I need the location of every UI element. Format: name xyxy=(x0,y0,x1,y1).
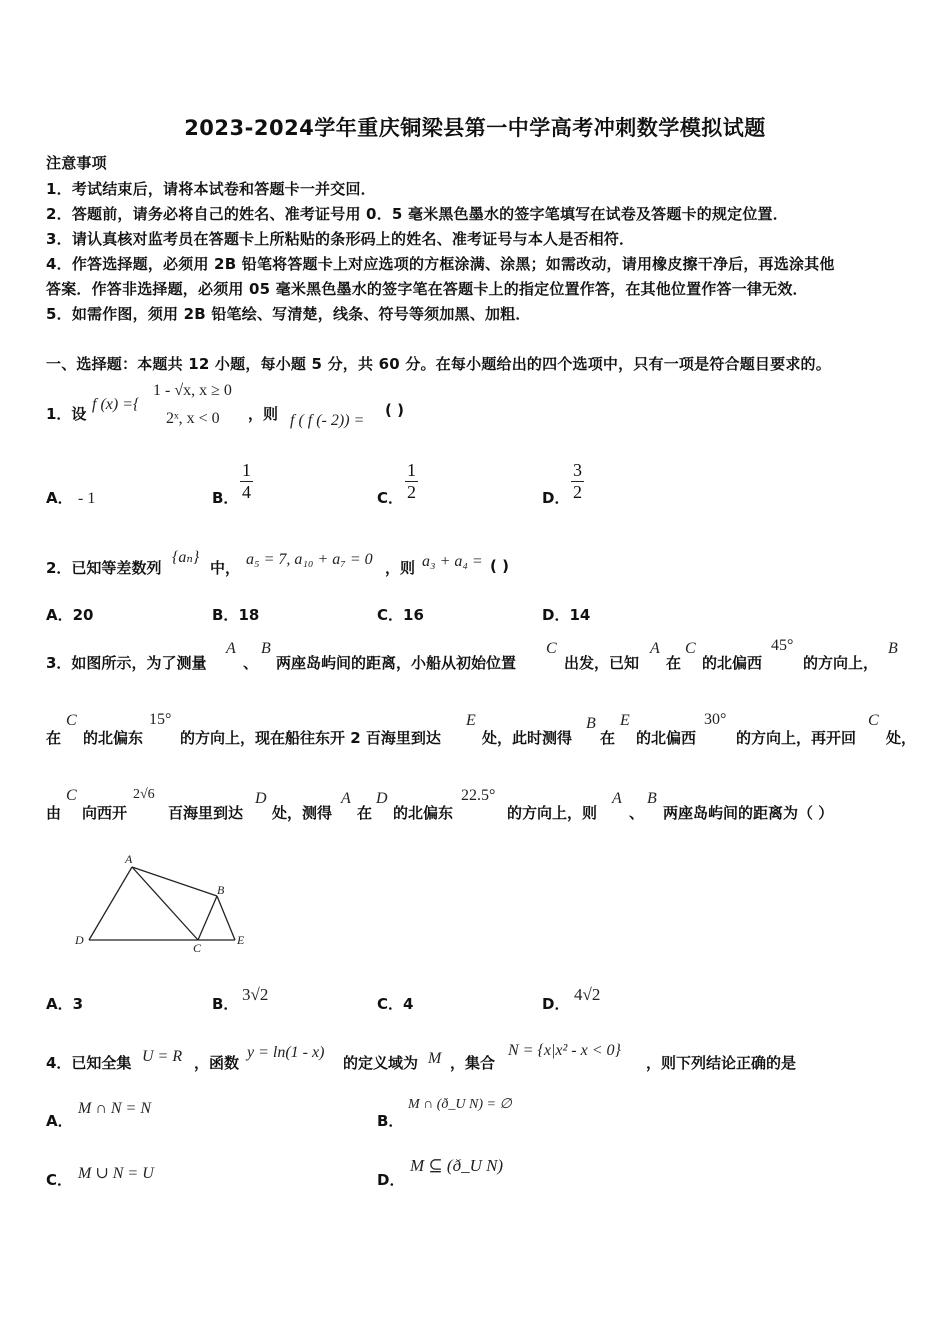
q3-figure xyxy=(70,850,260,960)
q3-var: C xyxy=(66,712,77,729)
option-label: C． xyxy=(377,995,404,1013)
notice-item: 5．如需作图，须用 2B 铅笔绘、写清楚，线条、符号等须加黑、加粗． xyxy=(46,305,531,323)
q3-text: 的北偏西 xyxy=(636,729,697,747)
page-title: 2023-2024学年重庆铜梁县第一中学高考冲刺数学模拟试题 xyxy=(184,116,766,140)
fraction-numerator: 1 xyxy=(407,460,416,480)
q3-text: 的北偏东 xyxy=(83,729,144,747)
q4-option-c-label: C． xyxy=(46,1171,73,1189)
q3-var: A xyxy=(341,790,351,807)
q4-set-n: N = {x|x² - x < 0} xyxy=(508,1042,621,1059)
q3-text: 两座岛屿间的距离为（ ） xyxy=(663,804,834,822)
q3-text: 的北偏西 xyxy=(702,654,763,672)
q4-option-b-label: B． xyxy=(377,1112,404,1130)
option-label: D． xyxy=(542,606,570,624)
q3-var: E xyxy=(620,712,630,729)
notice-heading: 注意事项 xyxy=(46,154,107,172)
q1-option-d-label: D． xyxy=(542,489,570,507)
notice-item: 3．请认真核对监考员在答题卡上所粘贴的条形码上的姓名、准考证号与本人是否相符． xyxy=(46,230,635,248)
q2-then: ，则 xyxy=(385,559,416,577)
point-label-b: B xyxy=(217,883,225,897)
q4-option-a-label: A． xyxy=(46,1112,73,1130)
q3-text: 在 xyxy=(666,654,682,672)
q2-prefix: 2．已知等差数列 xyxy=(46,559,162,577)
line-bc xyxy=(198,896,217,940)
option-value: 18 xyxy=(238,606,260,624)
q3-text: 两座岛屿间的距离，小船从初始位置 xyxy=(276,654,517,672)
option-value: 4 xyxy=(403,995,414,1013)
fraction-denominator: 2 xyxy=(407,482,416,502)
point-label-e: E xyxy=(237,933,245,947)
q3-text: 百海里到达 xyxy=(168,804,244,822)
notice-item: 1．考试结束后，请将本试卷和答题卡一并交回． xyxy=(46,180,376,198)
q2-option-d xyxy=(542,604,590,625)
q3-var: B xyxy=(647,790,657,807)
q3-text: 处，此时测得 xyxy=(482,729,573,747)
q2-mid: 中， xyxy=(210,559,241,577)
option-label: A． xyxy=(46,995,73,1013)
q4-mid3: ，集合 xyxy=(450,1054,496,1072)
option-value: 16 xyxy=(403,606,424,624)
q3-text: 出发，已知 xyxy=(564,654,640,672)
notice-item: 4．作答选择题，必须用 2B 铅笔将答题卡上对应选项的方框涂满、涂黑；如需改动，请用橡皮擦干净后，再选涂其他 xyxy=(46,255,835,273)
q3-text: 在 xyxy=(357,804,373,822)
q1-fx: f (x) ={ xyxy=(92,396,140,413)
q3-distance: 2√6 xyxy=(133,787,155,802)
point-label-d: D xyxy=(75,933,84,947)
q3-var: B xyxy=(586,715,596,732)
line-da xyxy=(89,867,132,940)
q3-var: C xyxy=(546,640,557,657)
fraction-denominator: 4 xyxy=(242,482,251,502)
q3-angle: 30° xyxy=(704,711,727,728)
q3-var: A xyxy=(650,640,660,657)
q1-case1: 1 - √x, x ≥ 0 xyxy=(153,382,232,399)
option-label: B． xyxy=(212,606,239,624)
q3-text: 由 xyxy=(46,804,62,822)
q3-option-d-value: 4√2 xyxy=(574,985,601,1004)
q3-angle: 15° xyxy=(149,711,172,728)
option-value: 14 xyxy=(569,606,591,624)
fraction-denominator: 2 xyxy=(573,482,582,502)
q3-text: 3．如图所示，为了测量 xyxy=(46,654,207,672)
q3-text: 的方向上，现在船往东开 2 百海里到达 xyxy=(180,729,441,747)
q4-mid1: ，函数 xyxy=(194,1054,240,1072)
q4-option-d-label: D． xyxy=(377,1171,405,1189)
q1-case2: 2ˣ, x < 0 xyxy=(166,410,220,427)
q4-prefix: 4．已知全集 xyxy=(46,1054,132,1072)
q2-sequence: {aₙ} xyxy=(172,549,200,566)
point-label-c: C xyxy=(193,941,202,955)
option-label: A． xyxy=(46,606,73,624)
q1-option-d-fraction xyxy=(571,460,584,503)
q3-text: 向西开 xyxy=(82,804,128,822)
q3-var: B xyxy=(261,640,271,657)
section-heading: 一、选择题：本题共 12 小题，每小题 5 分，共 60 分。在每小题给出的四个选项中，只有一项是符合题目要求的。 xyxy=(46,355,831,373)
option-value: 20 xyxy=(72,606,94,624)
q2-condition: a₅ = 7, a₁₀ + a₇ = 0 xyxy=(246,551,373,568)
q3-option-a xyxy=(46,993,83,1014)
q3-text: 、 xyxy=(629,804,645,822)
q4-option-a-value: M ∩ N = N xyxy=(78,1100,152,1117)
fraction-numerator: 1 xyxy=(242,460,251,480)
q3-var: D xyxy=(255,790,267,807)
fraction-numerator: 3 xyxy=(573,460,582,480)
q3-text: 在 xyxy=(46,729,62,747)
q1-option-c-label: C． xyxy=(377,489,404,507)
q3-var: C xyxy=(868,712,879,729)
option-label: C． xyxy=(377,606,404,624)
q3-var: B xyxy=(888,640,898,657)
q3-option-d-label: D． xyxy=(542,995,570,1013)
q4-option-c-value: M ∪ N = U xyxy=(78,1165,154,1182)
q3-option-b-label: B． xyxy=(212,995,239,1013)
q3-angle: 45° xyxy=(771,637,794,654)
q1-paren: ( ) xyxy=(385,401,404,419)
q4-option-d-value: M ⊆ (ð_U N) xyxy=(410,1156,504,1175)
q2-expr: a₃ + a₄ = xyxy=(422,553,483,570)
notice-item: 2．答题前，请务必将自己的姓名、准考证号用 0．5 毫米黑色墨水的签字笔填写在试卷及答题卡的规定位置． xyxy=(46,205,788,223)
q4-option-b-value: M ∩ (ð_U N) = ∅ xyxy=(408,1097,512,1112)
q4-tail: ，则下列结论正确的是 xyxy=(646,1054,797,1072)
q1-option-a-label: A． xyxy=(46,489,73,507)
q3-text: 、 xyxy=(243,654,259,672)
q3-option-c xyxy=(377,993,413,1014)
q4-universe: U = R xyxy=(142,1048,183,1065)
q1-prefix: 1．设 xyxy=(46,405,87,423)
q3-text: 的方向上，则 xyxy=(507,804,598,822)
q1-option-a-value: - 1 xyxy=(78,490,96,507)
line-be xyxy=(217,896,235,940)
q2-option-c xyxy=(377,604,424,625)
q3-var: A xyxy=(612,790,622,807)
q1-mid: ，则 xyxy=(248,405,279,423)
q3-text: 处， xyxy=(886,729,917,747)
q1-expr: f ( f (- 2)) = xyxy=(290,412,365,429)
q3-text: 在 xyxy=(600,729,616,747)
q3-var: A xyxy=(226,640,236,657)
q3-text: 处，测得 xyxy=(272,804,333,822)
q3-angle: 22.5° xyxy=(461,787,496,804)
q4-mid2: 的定义域为 xyxy=(343,1054,419,1072)
point-label-a: A xyxy=(125,852,133,866)
q4-function: y = ln(1 - x) xyxy=(247,1044,325,1061)
q2-paren: ( ) xyxy=(490,557,509,575)
q1-option-c-fraction xyxy=(405,460,418,503)
q1-option-b-fraction xyxy=(240,460,253,503)
q3-text: 的方向上， xyxy=(803,654,879,672)
q1-option-b-label: B． xyxy=(212,489,239,507)
notice-item: 答案．作答非选择题，必须用 05 毫米黑色墨水的签字笔在答题卡上的指定位置作答，在其他位置作答一律无效． xyxy=(46,280,808,298)
q3-text: 的北偏东 xyxy=(393,804,454,822)
q3-var: E xyxy=(466,712,476,729)
q3-var: D xyxy=(376,790,388,807)
q4-set-m: M xyxy=(428,1050,442,1067)
q2-option-a xyxy=(46,604,93,625)
q3-var: C xyxy=(66,787,77,804)
option-value: 3 xyxy=(72,995,84,1013)
q3-text: 的方向上，再开回 xyxy=(736,729,857,747)
q3-option-b-value: 3√2 xyxy=(242,985,269,1004)
q2-option-b xyxy=(212,604,259,625)
q3-var: C xyxy=(685,640,696,657)
